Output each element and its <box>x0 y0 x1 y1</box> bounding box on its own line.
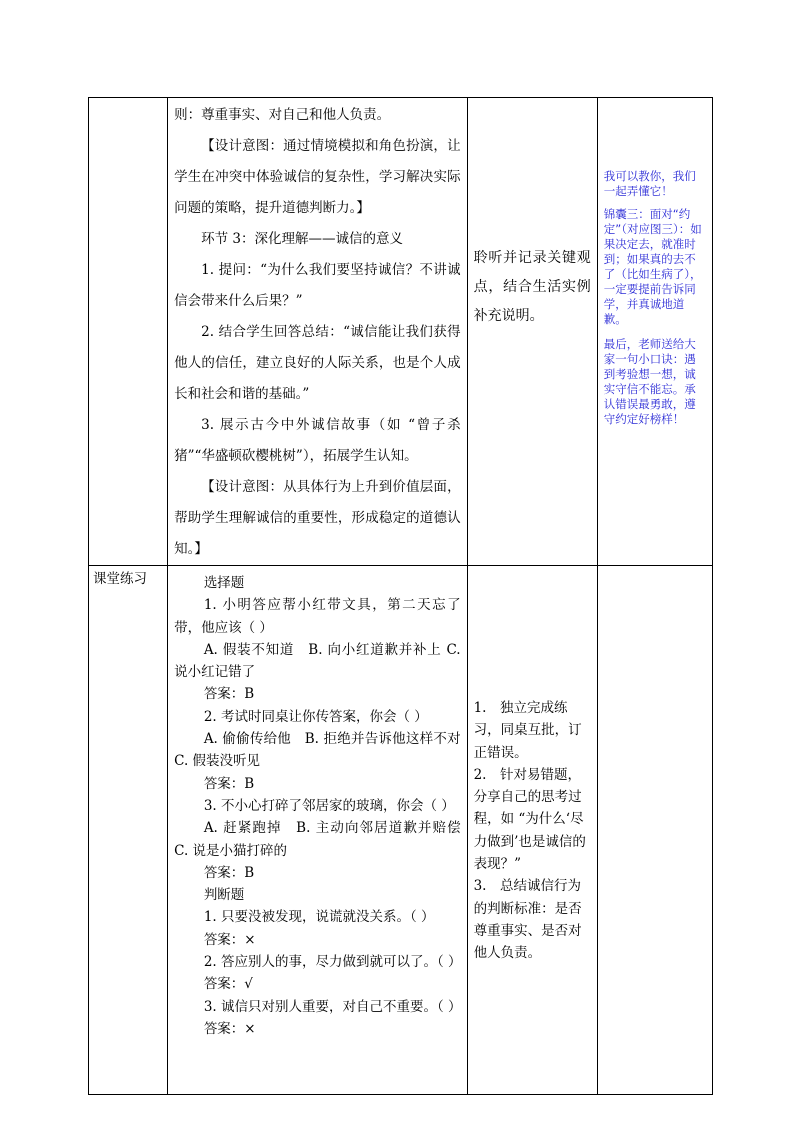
answer: 答案：B <box>203 864 255 881</box>
answer: 答案：√ <box>203 976 253 993</box>
section-heading: 选择题 <box>203 575 245 591</box>
answer: 答案：× <box>203 1020 256 1037</box>
list-item: 2. 针对易错题，分享自己的思考过程，如 “为什么‘尽力做到’也是诚信的表现？” <box>473 766 586 873</box>
student-activity-cell <box>467 98 597 566</box>
table-row <box>89 566 713 1095</box>
side-note-line: 最后，老师送给大家一句小口诀：遇到考验想一想，诚实守信不能忘。承认错误最勇敢，遵守约定好榜样！ <box>603 337 696 426</box>
list-item: 3. 总结诚信行为的判断标准：是否尊重事实、是否对他人负责。 <box>473 878 582 962</box>
teacher-activity-cell <box>168 98 467 566</box>
section-heading: 判断题 <box>203 887 245 904</box>
stage-label-cell <box>89 566 168 1095</box>
answer: 答案：B <box>203 775 255 792</box>
exercise-cell <box>168 566 475 1095</box>
section-heading: 环节 3：深化理解——诚信的意义 <box>201 231 404 247</box>
student-activity-text <box>468 566 597 965</box>
answer: 答案：B <box>203 686 255 703</box>
side-note <box>598 98 712 427</box>
paragraph: 则：尊重事实、对自己和他人负责。 <box>174 107 391 123</box>
question: 1. 小明答应帮小红带文具，第二天忘了带，他应该（ ） <box>174 597 461 636</box>
question: 2. 答应别人的事，尽力做到就可以了。（ ） <box>203 954 462 971</box>
side-note-line: 锦囊三：面对“约定”（对应图三）：如果决定去，就准时到；如果真的去不了（比如生病了），一定要提前告诉同学，并真诚地道歉。 <box>603 207 702 326</box>
options: A. 偷偷传给他 B. 拒绝并告诉他这样不对 C. 假装没听见 <box>174 731 475 770</box>
student-activity-cell <box>467 566 597 1095</box>
options: A. 赶紧跑掉 B. 主动向邻居道歉并赔偿 C. 说是小猫打碎的 <box>174 820 461 859</box>
stage-label-cell <box>89 98 168 566</box>
side-note-line: 我可以教你，我们一起弄懂它！ <box>603 169 696 198</box>
side-note-cell <box>597 566 712 1095</box>
list-item: 1. 独立完成练习，同桌互批，订正错误。 <box>473 700 582 761</box>
stage-label <box>89 98 167 102</box>
lesson-plan-table <box>88 97 713 1095</box>
student-activity-text: 聆听并记录关键观点，结合生活实例补充说明。 <box>473 250 591 324</box>
options: A. 假装不知道 B. 向小红道歉并补上 C. 说小红记错了 <box>174 641 461 681</box>
question: 3. 诚信只对别人重要，对自己不重要。（ ） <box>203 998 462 1015</box>
design-intent-paragraph: 【设计意图：通过情境模拟和角色扮演，让学生在冲突中体验诚信的复杂性，学习解决实际问题的策略，提升道德判断力。】 <box>174 138 461 216</box>
stage-label: 课堂练习 <box>93 571 147 587</box>
table-row <box>89 98 713 566</box>
question: 3. 不小心打碎了邻居家的玻璃，你会（ ） <box>203 797 455 814</box>
paragraph: 2. 结合学生回答总结：“诚信能让我们获得他人的信任，建立良好的人际关系，也是个人成长和社会和谐的基础。” <box>174 324 461 402</box>
paragraph: 1. 提问：“为什么我们要坚持诚信？不讲诚信会带来什么后果？” <box>174 262 461 309</box>
design-intent-paragraph: 【设计意图：从具体行为上升到价值层面，帮助学生理解诚信的重要性，形成稳定的道德认知。】 <box>174 479 461 557</box>
paragraph: 3. 展示古今中外诚信故事（如 “曾子杀猪”“华盛顿砍樱桃树”），拓展学生认知。 <box>174 417 461 464</box>
question: 1. 只要没被发现，说谎就没关系。（ ） <box>203 909 435 926</box>
side-note-cell <box>597 98 712 566</box>
question: 2. 考试时同桌让你传答案，你会（ ） <box>203 708 428 725</box>
answer: 答案：× <box>203 931 256 948</box>
side-note <box>598 566 712 637</box>
